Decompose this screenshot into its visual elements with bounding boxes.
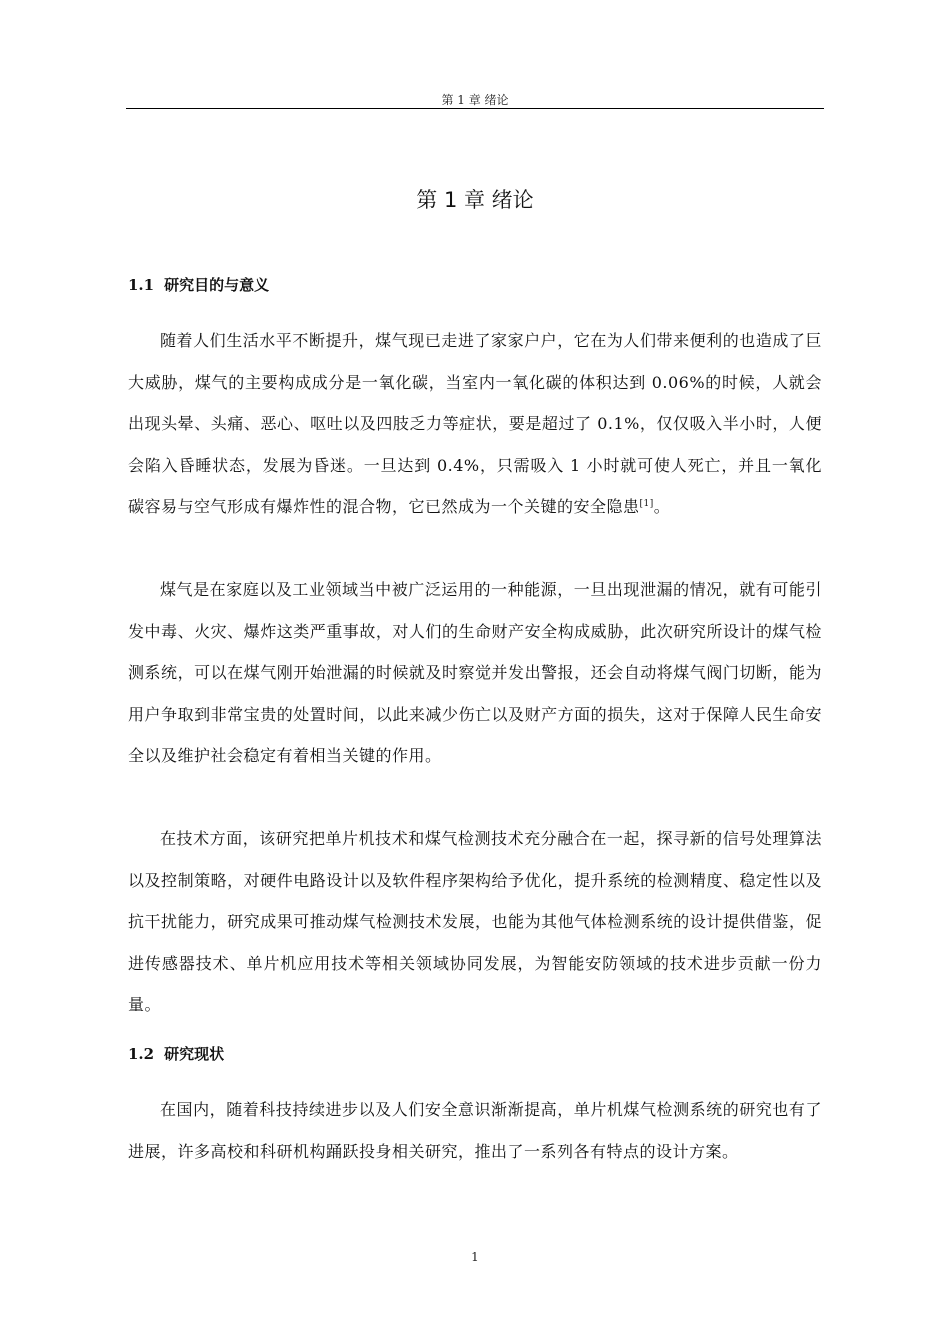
section-number: 1.1 — [128, 276, 155, 294]
section-heading-1-1 — [128, 274, 269, 296]
paragraph-status-domestic — [128, 1089, 822, 1172]
section-title: 研究现状 — [164, 1045, 225, 1063]
chapter-title: 第 1 章 绪论 — [416, 188, 534, 212]
page-number: 1 — [471, 1250, 479, 1264]
paragraph-technology — [128, 818, 822, 1026]
paragraph-significance — [128, 569, 822, 777]
header-rule — [126, 108, 824, 109]
paragraph-text: 在技术方面，该研究把单片机技术和煤气检测技术充分融合在一起，探寻新的信号处理算法以及控制策略，对硬件电路设计以及软件程序架构给予优化，提升系统的检测精度、稳定性以及抗干扰能力，研究成果可推动煤气检测技术发展，也能为其他气体检测系统的设计提供借鉴，促进传感器技术、单片机应用技术等相关领域协同发展，为智能安防领域的技术进步贡献一份力量。 — [128, 829, 822, 1014]
paragraph-purpose — [128, 320, 822, 528]
paragraph-text: 在国内，随着科技持续进步以及人们安全意识渐渐提高，单片机煤气检测系统的研究也有了进展，许多高校和科研机构踊跃投身相关研究，推出了一系列各有特点的设计方案。 — [128, 1100, 822, 1161]
section-heading-1-2 — [128, 1043, 224, 1065]
running-header: 第 1 章 绪论 — [441, 93, 509, 107]
section-title: 研究目的与意义 — [164, 276, 270, 294]
paragraph-text: 随着人们生活水平不断提升，煤气现已走进了家家户户，它在为人们带来便利的也造成了巨大威胁，煤气的主要构成成分是一氧化碳，当室内一氧化碳的体积达到 0.06%的时候，人就会出现头晕、头痛、恶心、呕吐以及四肢乏力等症状，要是超过了 0.1%，仅仅吸入半小时，人便会陷入昏睡状态，发展为昏迷。一旦达到 0.4%，只需吸入 1 小时就可使人死亡，并且一氧化碳容易与空气形成有爆炸性的混合物，它已然成为一个关键的安全隐患 — [128, 331, 822, 516]
paragraph-tail: 。 — [653, 497, 671, 516]
citation-mark: [1] — [639, 499, 654, 509]
paragraph-text: 煤气是在家庭以及工业领域当中被广泛运用的一种能源，一旦出现泄漏的情况，就有可能引发中毒、火灾、爆炸这类严重事故，对人们的生命财产安全构成威胁，此次研究所设计的煤气检测系统，可以在煤气刚开始泄漏的时候就及时察觉并发出警报，还会自动将煤气阀门切断，能为用户争取到非常宝贵的处置时间，以此来减少伤亡以及财产方面的损失，这对于保障人民生命安全以及维护社会稳定有着相当关键的作用。 — [128, 580, 822, 765]
section-number: 1.2 — [128, 1045, 155, 1063]
